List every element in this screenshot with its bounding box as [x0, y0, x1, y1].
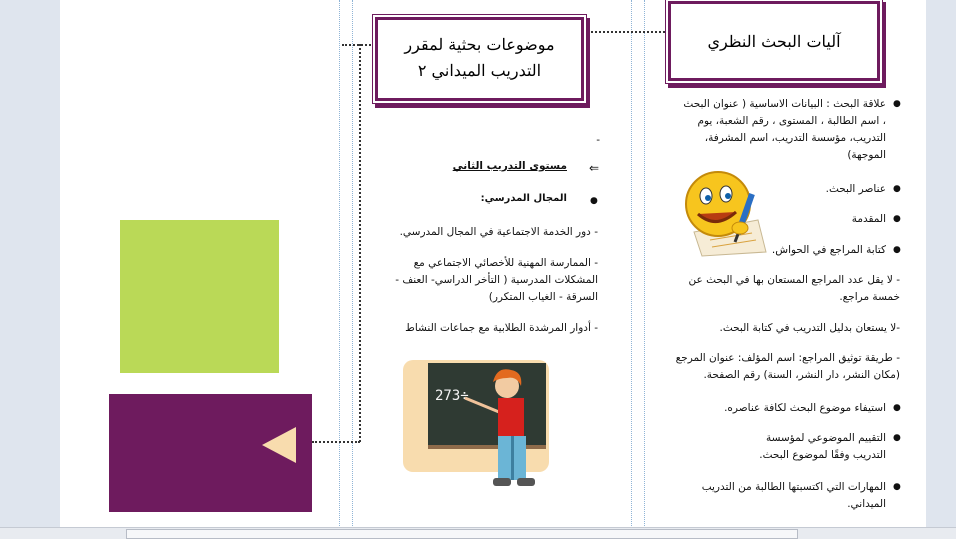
right-title-box	[668, 1, 880, 81]
dash-mark: -	[596, 134, 600, 146]
middle-title-box	[375, 17, 584, 101]
bullet-icon: ●	[893, 184, 901, 194]
bullet-icon: ●	[893, 433, 901, 443]
topic-item: - دور الخدمة الاجتماعية في المجال المدرسي.	[399, 226, 598, 238]
list-item: علاقة البحث : البيانات الاساسية ( عنوان البحث ، اسم الطالبة ، المستوى ، رقم الشعبة، يوم التدريب، مؤسسة التدريب، اسم المشرفة، الموجهة)	[683, 98, 886, 161]
list-item: - طريقة توثيق المراجع: اسم المؤلف: عنوان المرجع (مكان النشر، دار النشر، السنة) رقم الصفحة.	[675, 352, 900, 381]
list-item: التقييم الموضوعي لمؤسسة التدريب وفقًا لموضوع البحث.	[759, 432, 886, 461]
topic-item: - الممارسة المهنية للأخصائي الاجتماعي مع المشكلات المدرسية ( التأخر الدراسي- العنف - السرقة - الغياب المتكرر)	[395, 257, 598, 303]
list-item: - لا يقل عدد المراجع المستعان بها في البحث عن خمسة مراجع.	[688, 274, 900, 303]
column-guide	[352, 0, 353, 528]
list-item: استيفاء موضوع البحث لكافة عناصره.	[724, 402, 886, 414]
smiley-writing-image	[680, 168, 772, 258]
list-item: -لا يستعان بدليل التدريب في كتابة البحث.	[719, 322, 900, 334]
bullet-icon: ●	[893, 403, 901, 413]
list-item: عناصر البحث.	[825, 183, 886, 195]
list-item: المهارات التي اكتسبتها الطالبة من التدريب الميداني.	[701, 481, 886, 510]
column-guide	[644, 0, 645, 528]
bullet-icon: ●	[893, 245, 901, 255]
bullet-icon: ●	[893, 482, 901, 492]
connector-line	[582, 31, 669, 33]
middle-title-line1: موضوعات بحثية لمقرر	[404, 35, 555, 54]
column-guide	[631, 0, 632, 528]
lime-square	[120, 220, 279, 373]
middle-title-line2: التدريب الميداني ٢	[417, 61, 542, 80]
connector-line	[359, 44, 361, 442]
arrow-left-icon: ⇐	[589, 161, 600, 175]
teacher-chalkboard-image	[403, 360, 549, 492]
list-item: المقدمة	[851, 213, 886, 225]
bullet-icon: ●	[590, 196, 598, 206]
right-title: آليات البحث النظري	[707, 32, 841, 51]
horizontal-scrollbar[interactable]	[0, 527, 956, 539]
column-guide	[339, 0, 340, 528]
bullet-icon: ●	[893, 214, 901, 224]
level-heading: مستوى التدريب الثاني	[452, 160, 567, 172]
arrow-left-icon	[260, 425, 298, 465]
connector-line	[342, 44, 375, 46]
field-heading: المجال المدرسي:	[480, 193, 567, 204]
bullet-icon: ●	[893, 99, 901, 109]
topic-item: - أدوار المرشدة الطلابية مع جماعات النشاط	[405, 322, 598, 334]
connector-line	[312, 441, 360, 443]
list-item: كتابة المراجع في الحواش.	[771, 244, 886, 256]
chalkboard-text: 273÷	[435, 388, 469, 404]
